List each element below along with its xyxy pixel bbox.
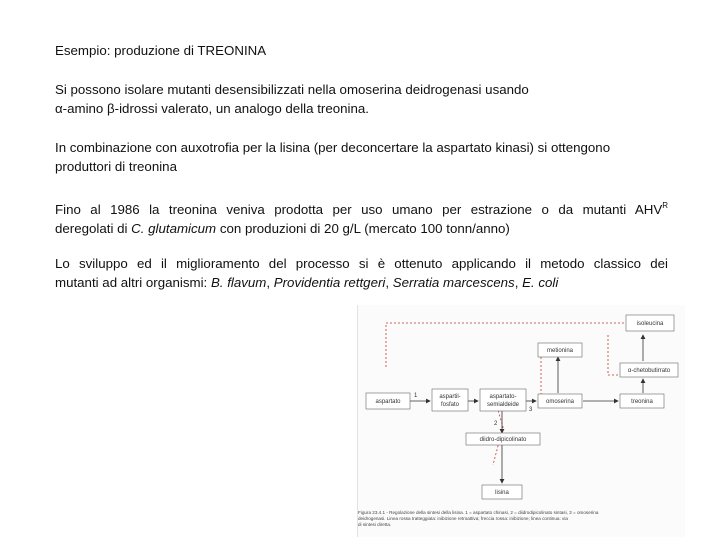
node-isoleucina	[626, 315, 674, 331]
svg-text:metionina: metionina	[546, 348, 574, 354]
feedback-line-lisina-treonina	[386, 323, 628, 367]
paragraph-sviluppo-line2	[55, 273, 668, 292]
paragraph-sviluppo-line1: Lo sviluppo ed il miglioramento del processo si è ottenuto applicando il metodo classico dei	[55, 256, 668, 271]
paragraph-1986-line2-a: deregolati di	[55, 221, 132, 236]
organism-providentia: Providentia rettgeri	[273, 275, 386, 290]
node-aspartil-fosfato	[432, 389, 468, 411]
organism-c-glutamicum: C. glutamicum	[131, 221, 217, 236]
pathway-figure	[357, 305, 685, 537]
slide-title: Esempio: produzione di TREONINA	[55, 43, 267, 58]
node-metionina	[538, 343, 582, 357]
organism-e-coli: E. coli	[522, 275, 559, 290]
paragraph-auxotrofia	[55, 138, 668, 176]
svg-text:semialdeide: semialdeide	[486, 402, 520, 408]
svg-text:treonina: treonina	[631, 399, 653, 405]
node-omoserina	[538, 394, 582, 408]
paragraph-1986-line2-b: con produzioni di 20 g/L (mercato 100 tonn/anno)	[216, 221, 510, 236]
figure-caption-line2: deidrogenasi. Linea rossa tratteggiata: inibizione retroattiva; freccia rossa: inibizione; linea continua: via	[358, 516, 568, 521]
svg-text:aspartato-: aspartato-	[489, 394, 517, 400]
figure-caption	[358, 510, 685, 528]
paragraph-1986-line2	[55, 219, 668, 238]
separator-2: ,	[385, 275, 393, 290]
svg-text:α-chetobutirrato: α-chetobutirrato	[627, 368, 671, 374]
paragraph-auxotrofia-line2: produttori di treonina	[55, 159, 177, 174]
paragraph-auxotrofia-line1: In combinazione con auxotrofia per la lisina (per deconcertare la aspartato kinasi) si ottengono	[55, 140, 611, 155]
organism-b-flavum: B. flavum	[210, 275, 267, 290]
paragraph-1986	[55, 196, 668, 238]
figure-caption-line3: di sintesi diretta.	[358, 522, 392, 527]
figure-caption-line1: Figura 23.4.1 - Regolazione della sintesi della lisina. 1 = aspartato chinasi, 2 = diidrodipicolinato sintasi, 3 = omoserina	[358, 510, 599, 515]
node-diidro-dipicolinato	[466, 433, 540, 445]
svg-text:omoserina: omoserina	[545, 399, 575, 405]
organism-serratia: Serratia marcescens	[392, 275, 515, 290]
ahv-superscript: R	[662, 201, 668, 210]
paragraph-omoserina	[55, 80, 668, 118]
paragraph-omoserina-line1: Si possono isolare mutanti desensibilizzati nella omoserina deidrogenasi usando	[55, 82, 529, 97]
node-lisina	[482, 485, 522, 499]
svg-text:fosfato: fosfato	[440, 402, 460, 408]
paragraph-sviluppo	[55, 254, 668, 292]
paragraph-1986-line1-text: Fino al 1986 la treonina veniva prodotta per uso umano per estrazione o da mutanti AHV	[55, 202, 663, 217]
svg-text:aspartil-: aspartil-	[439, 394, 461, 400]
node-aspartato-semialdeide	[480, 389, 526, 411]
enzyme-label-2: 2	[494, 421, 498, 427]
svg-text:lisina: lisina	[495, 490, 509, 496]
node-treonina	[620, 394, 664, 408]
svg-text:diidro-dipicolinato: diidro-dipicolinato	[479, 437, 527, 443]
node-aspartato	[366, 393, 410, 409]
node-chetobutirrato	[620, 363, 678, 377]
svg-text:isoleucina: isoleucina	[636, 321, 664, 327]
enzyme-label-1: 1	[414, 393, 418, 399]
svg-text:aspartato: aspartato	[375, 399, 401, 405]
paragraph-omoserina-line2: α-amino β-idrossi valerato, un analogo della treonina.	[55, 101, 369, 116]
enzyme-label-3: 3	[529, 407, 533, 413]
separator-1: ,	[266, 275, 274, 290]
paragraph-sviluppo-line2-a: mutanti ad altri organismi:	[55, 275, 211, 290]
separator-3: ,	[514, 275, 523, 290]
paragraph-1986-line1	[55, 196, 668, 219]
pathway-diagram	[358, 305, 685, 510]
